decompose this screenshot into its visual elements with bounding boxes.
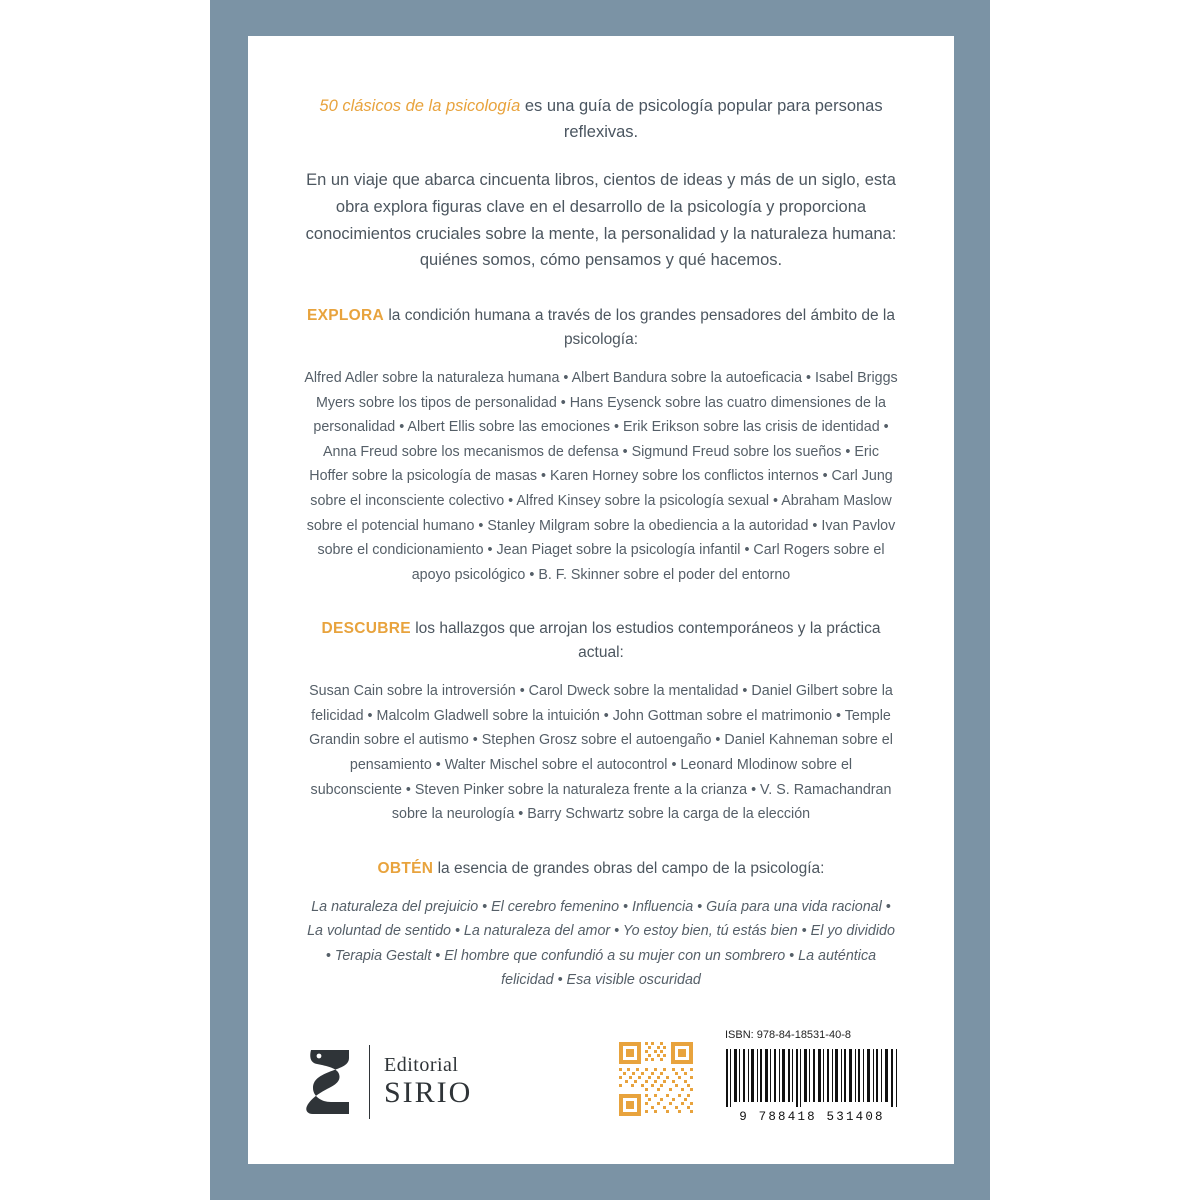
lead-rest: es una guía de psicología popular para personas reflexivas. [520,97,883,141]
section-keyword-explora: EXPLORA [307,307,385,324]
section-heading-rest-descubre: los hallazgos que arrojan los estudios contemporáneos y la práctica actual: [410,620,881,662]
section-heading-rest-explora: la condición humana a través de los grandes pensadores del ámbito de la psicología: [384,307,895,349]
back-cover-sheet [248,36,954,1164]
publisher-name [384,1054,472,1110]
publisher-line-1: Editorial [384,1054,459,1076]
section-body-obten: La naturaleza del prejuicio • El cerebro femenino • Influencia • Guía para una vida racional • La voluntad de sentido • La naturaleza del amor • Yo estoy bien, tú estás bien • El yo dividido • Terapia Gestalt • El hombre que confundió a su mujer con un sombrero • La auténtica felicidad • Esa visible oscuridad [307,898,895,989]
lead-paragraph [303,94,899,145]
section-heading-descubre [303,617,899,665]
barcode-digits: 9 788418 531408 [739,1110,885,1124]
qr-code-icon[interactable] [615,1038,697,1120]
section-keyword-descubre: DESCUBRE [321,620,411,638]
section-body-descubre: Susan Cain sobre la introversión • Carol Dweck sobre la mentalidad • Daniel Gilbert sobre la felicidad • Malcolm Gladwell sobre la intuición • John Gottman sobre el matrimonio • Temple Grandin sobre el autismo • Stephen Grosz sobre el autoengaño • Daniel Kahneman sobre el pensamiento • Walter Mischel sobre el autocontrol • Leonard Mlodinow sobre el subconsciente • Steven Pinker sobre la naturaleza frente a la crianza • V. S. Ramachandran sobre la neurología • Barry Schwartz sobre la carga de la elección [309,683,893,823]
section-heading-obten [303,857,899,881]
publisher-line-2: SIRIO [384,1076,473,1110]
sirio-swan-logo-icon [303,1046,357,1118]
back-cover-footer [303,1018,903,1130]
section-keyword-obten: OBTÉN [377,859,434,877]
publisher-logo [303,1038,472,1126]
back-cover-content [303,76,899,993]
intro-paragraph: En un viaje que abarca cincuenta libros, cientos de ideas y más de un siglo, esta obra explora figuras clave en el desarrollo de la psicología y proporciona conocimientos cruciales sobre la mente, la personalidad y la naturaleza humana: quiénes somos, cómo pensamos y qué hacemos. [305,171,897,270]
barcode-icon [721,1047,903,1109]
section-heading-explora [303,304,899,352]
section-heading-rest-obten: la esencia de grandes obras del campo de la psicología: [433,859,825,877]
isbn-block [721,1029,903,1124]
section-body-explora: Alfred Adler sobre la naturaleza humana • Albert Bandura sobre la autoeficacia • Isabel Briggs Myers sobre los tipos de personalidad • Hans Eysenck sobre las cuatro dimensiones de la personalidad • Albert Ellis sobre las emociones • Erik Erikson sobre las crisis de identidad • Anna Freud sobre los mecanismos de defensa • Sigmund Freud sobre los sueños • Eric Hoffer sobre la psicología de masas • Karen Horney sobre los conflictos internos • Carl Jung sobre el inconsciente colectivo • Alfred Kinsey sobre la psicología sexual • Abraham Maslow sobre el potencial humano • Stanley Milgram sobre la obediencia a la autoridad • Ivan Pavlov sobre el condicionamiento • Jean Piaget sobre la psicología infantil • Carl Rogers sobre el apoyo psicológico • B. F. Skinner sobre el poder del entorno [304,370,898,583]
book-title: 50 clásicos de la psicología [319,97,521,115]
isbn-label: ISBN: 978-84-18531-40-8 [725,1029,851,1041]
logo-divider [369,1045,370,1119]
